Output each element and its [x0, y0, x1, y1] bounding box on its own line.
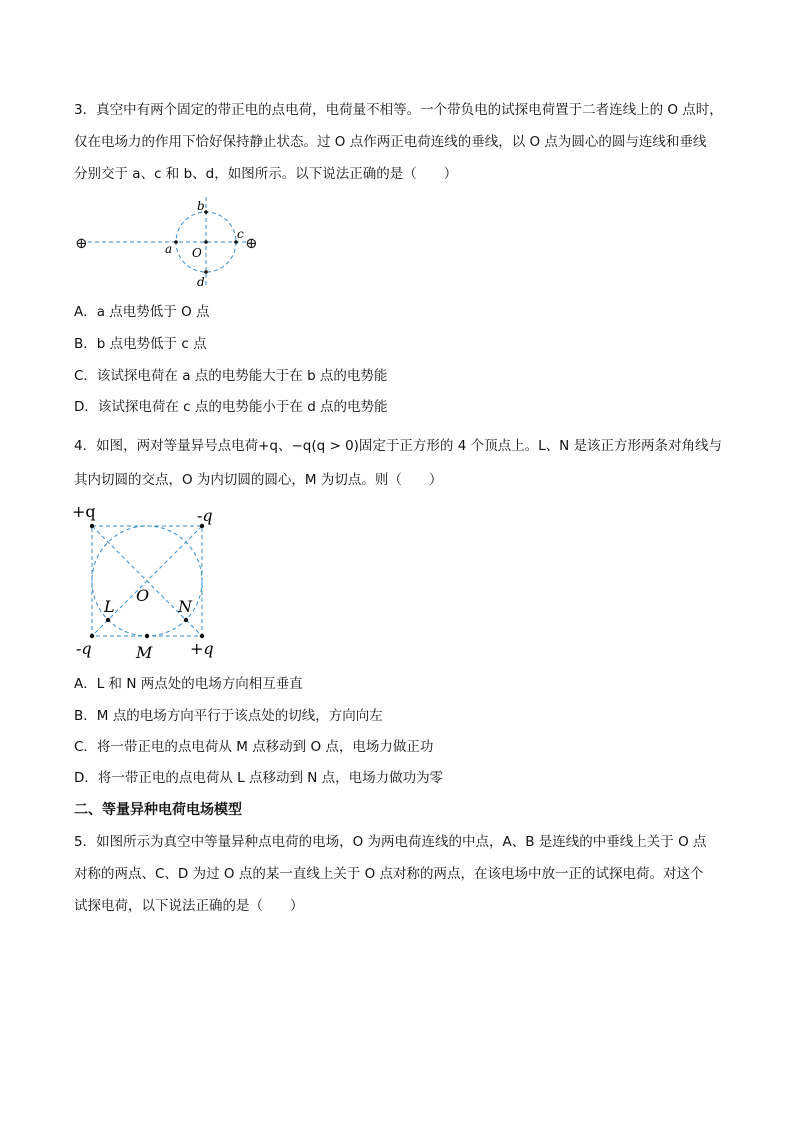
q4-label-L: L [104, 597, 115, 616]
q3-right-charge: ⊕ [245, 234, 258, 252]
q3-label-b: b [197, 199, 205, 213]
q3-label-c: c [237, 227, 244, 241]
q4-label-O: O [136, 586, 150, 605]
q4-vertex-bottom-right [200, 634, 204, 638]
q4-stem-line2: 其内切圆的交点，O 为内切圆的圆心，M 为切点。则（ ） [74, 472, 443, 488]
q4-vertex-bottom-left [90, 634, 94, 638]
q4-option-a: A．L 和 N 两点处的电场方向相互垂直 [74, 676, 303, 692]
q4-label-M: M [136, 643, 153, 662]
q4-label-bottom-left: -q [76, 639, 92, 658]
q4-label-top-right: -q [197, 506, 213, 525]
q4-figure [70, 500, 230, 662]
q4-point-L [106, 618, 110, 622]
q3-option-a: A．a 点电势低于 O 点 [74, 304, 210, 320]
q3-option-d: D．该试探电荷在 c 点的电势能小于在 d 点的电势能 [74, 399, 388, 415]
q3-figure [70, 195, 270, 295]
q3-point-b [204, 210, 208, 214]
q3-left-charge: ⊕ [75, 234, 88, 252]
q4-point-N [184, 618, 188, 622]
q4-vertex-top-left [90, 524, 94, 528]
q3-stem-line2: 仅在电场力的作用下恰好保持静止状态。过 O 点作两正电荷连线的垂线，以 O 点为圆心的圆与连线和垂线 [74, 134, 707, 150]
q3-point-a [174, 240, 178, 244]
q3-option-c: C．该试探电荷在 a 点的电势能大于在 b 点的电势能 [74, 368, 388, 384]
q4-option-b: B．M 点的电场方向平行于该点处的切线，方向向左 [74, 708, 383, 724]
q4-point-M [145, 634, 149, 638]
q5-stem-line1: 5．如图所示为真空中等量异种点电荷的电场，O 为两电荷连线的中点，A、B 是连线的中垂线上关于 O 点 [74, 834, 707, 850]
q3-label-O: O [192, 246, 202, 260]
q3-stem-line1: 3．真空中有两个固定的带正电的点电荷，电荷量不相等。一个带负电的试探电荷置于二者连线上的 O 点时， [74, 102, 723, 118]
q4-option-c: C．将一带正电的点电荷从 M 点移动到 O 点，电场力做正功 [74, 739, 434, 755]
q5-stem-line3: 试探电荷，以下说法正确的是（ ） [74, 898, 304, 914]
q3-option-b: B．b 点电势低于 c 点 [74, 336, 207, 352]
q4-stem-line1: 4．如图，两对等量异号点电荷+q、−q(q > 0)固定于正方形的 4 个顶点上。L、N 是该正方形两条对角线与 [74, 438, 723, 454]
q3-point-O [204, 240, 208, 244]
q3-stem-line3: 分别交于 a、c 和 b、d，如图所示。以下说法正确的是（ ） [74, 166, 458, 182]
q3-label-d: d [197, 275, 205, 289]
q4-label-bottom-right: +q [190, 639, 214, 658]
q4-option-d: D．将一带正电的点电荷从 L 点移动到 N 点，电场力做功为零 [74, 770, 444, 786]
q4-label-top-left: +q [72, 502, 96, 521]
q3-label-a: a [165, 242, 173, 256]
q3-point-d [204, 270, 208, 274]
q5-stem-line2: 对称的两点、C、D 为过 O 点的某一直线上关于 O 点对称的两点，在该电场中放一正的试探电荷。对这个 [74, 866, 704, 882]
section-2-heading: 二、等量异种电荷电场模型 [74, 802, 242, 818]
q4-label-N: N [178, 597, 192, 616]
